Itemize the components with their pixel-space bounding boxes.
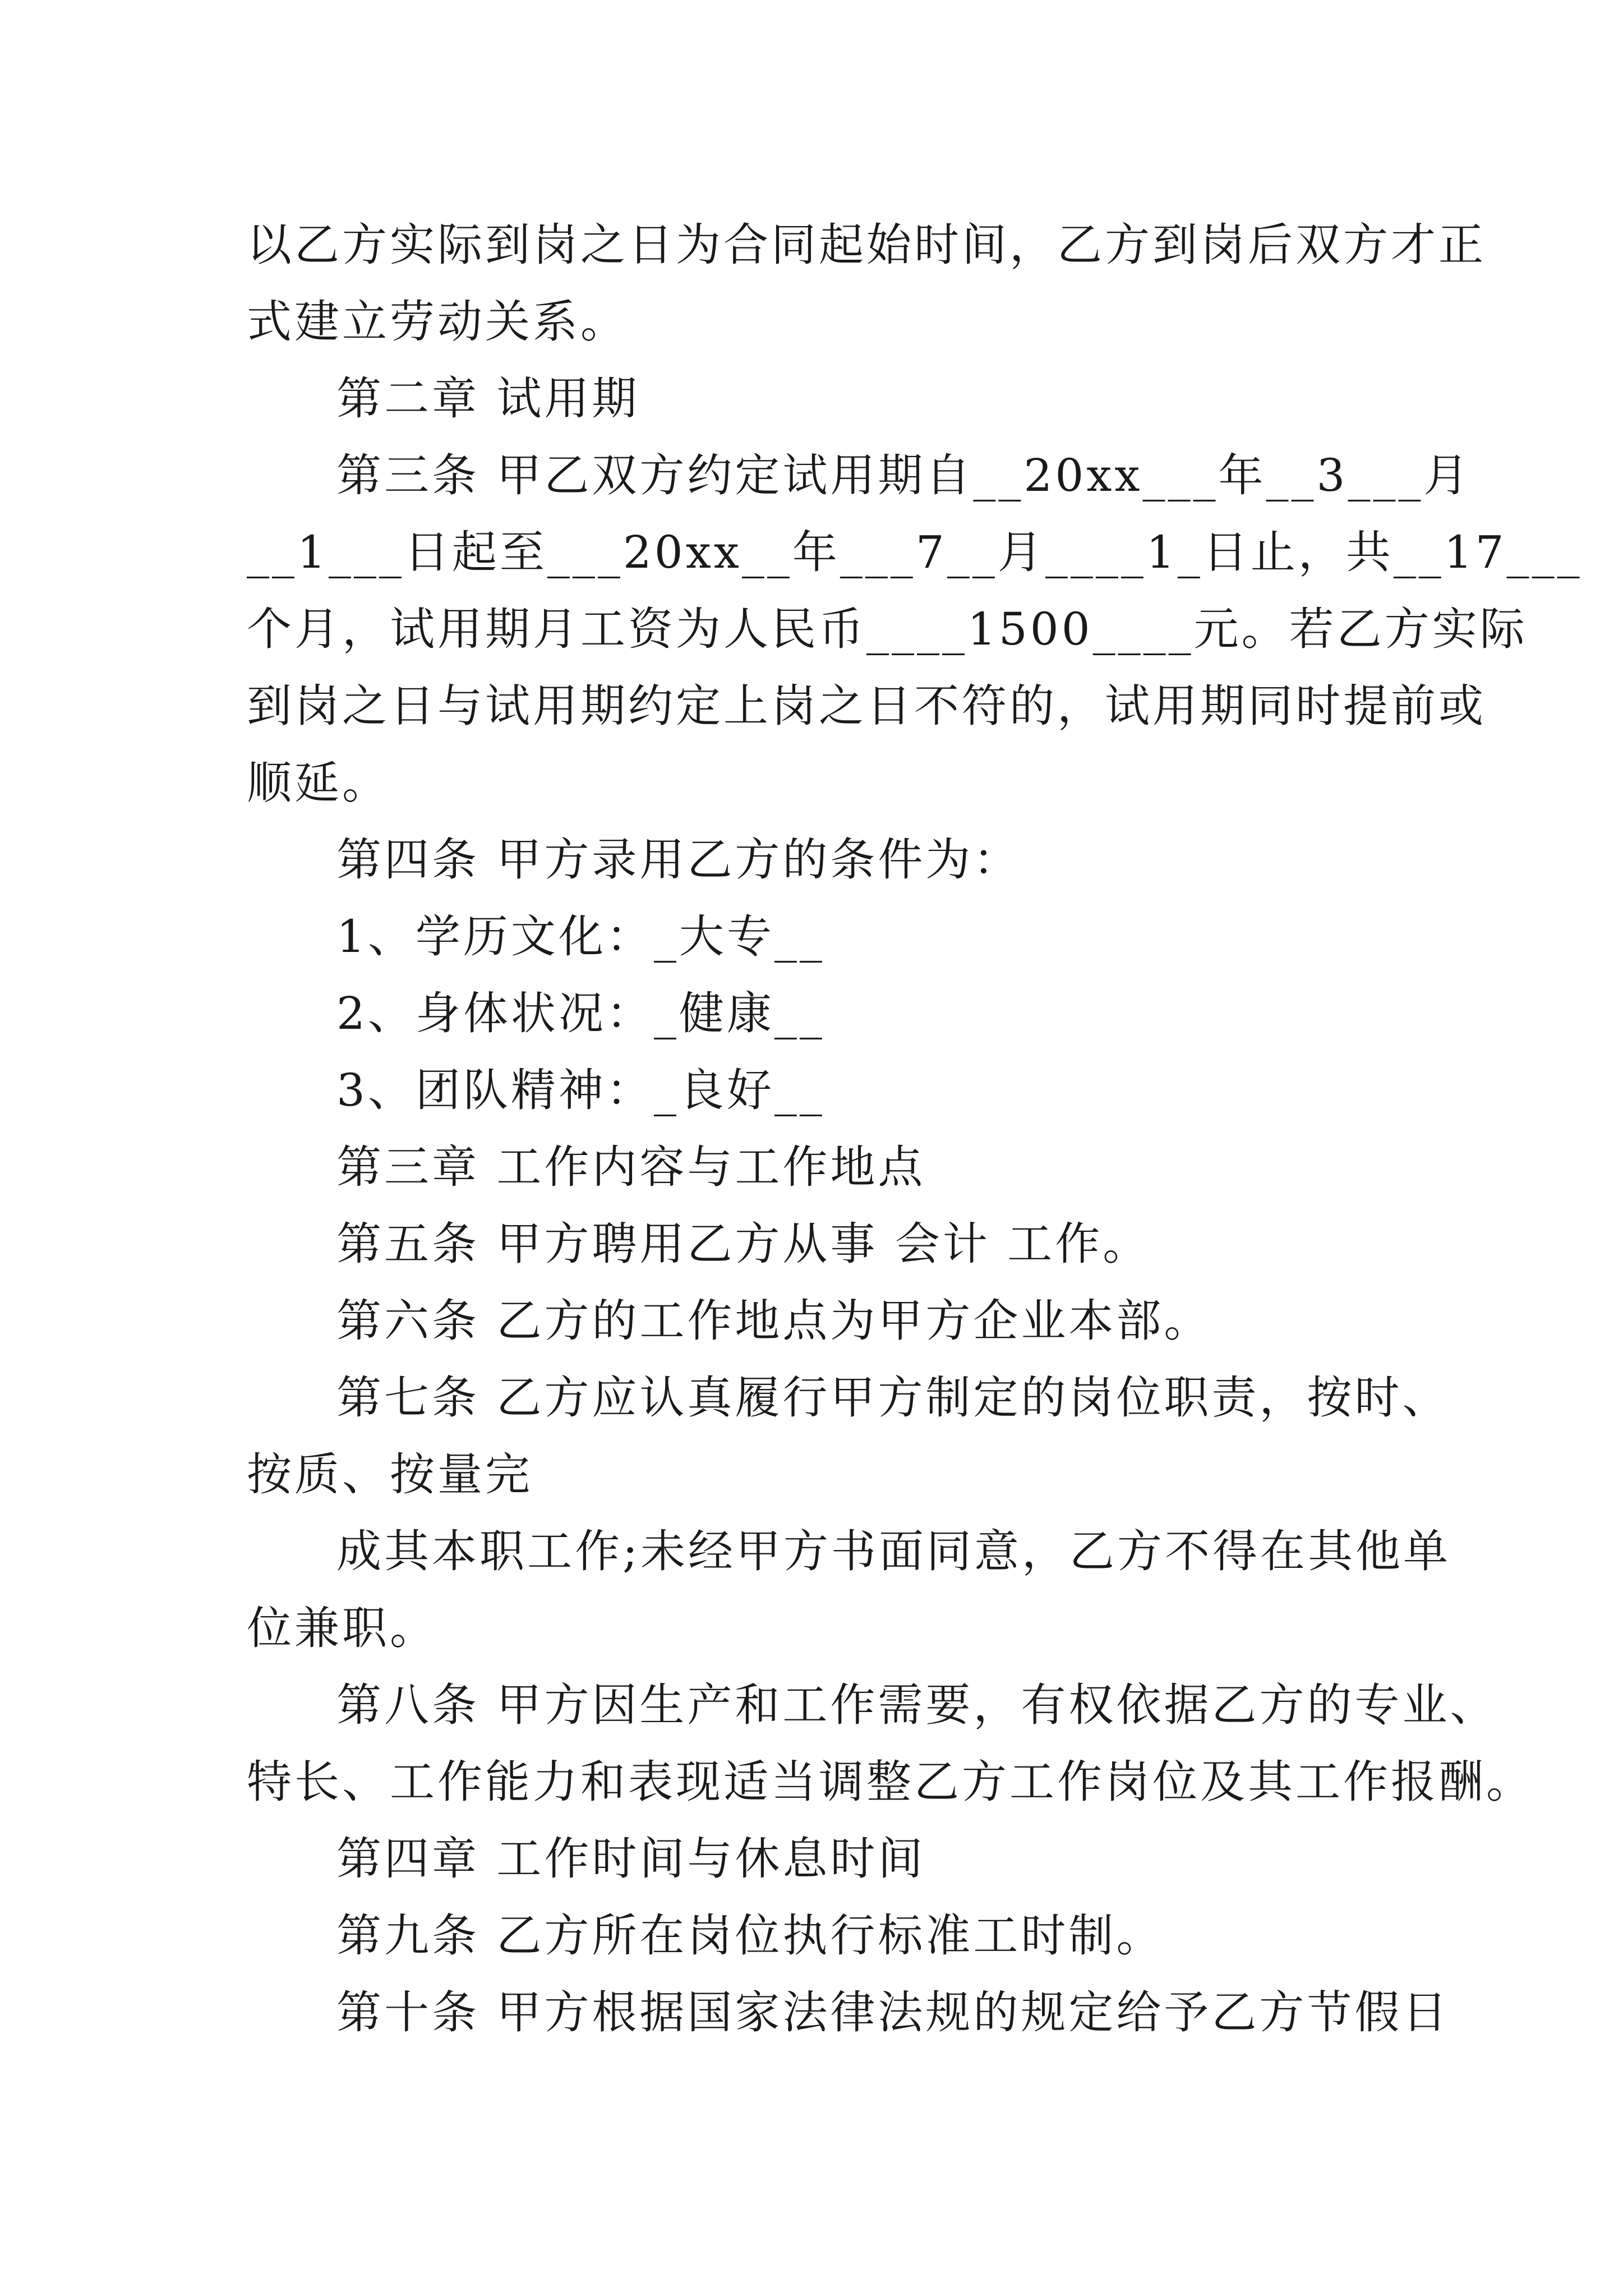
text-line: 第十条 甲方根据国家法律法规的规定给予乙方节假日 <box>336 1986 1450 2039</box>
text-line: 第五条 甲方聘用乙方从事 会计 工作。 <box>336 1218 1151 1270</box>
chapter-heading: 第四章 工作时间与休息时间 <box>336 1833 926 1885</box>
text-line: 式建立劳动关系。 <box>247 296 628 348</box>
text-line: 按质、按量完 <box>247 1448 533 1501</box>
text-line: 第九条 乙方所在岗位执行标准工时制。 <box>336 1910 1164 1962</box>
text-line: 第三条 甲乙双方约定试用期自__20xx___年__3___月 <box>336 449 1472 501</box>
text-line: 位兼职。 <box>247 1602 437 1654</box>
chapter-heading: 第三章 工作内容与工作地点 <box>336 1141 926 1193</box>
text-line: 第四条 甲方录用乙方的条件为： <box>336 834 1021 886</box>
text-line: 顺延。 <box>247 757 390 809</box>
text-line: __1___日起至___20xx__年___7__月____1_日止，共__17___ <box>247 526 1583 578</box>
document-body <box>247 206 1583 2051</box>
text-line: 第六条 乙方的工作地点为甲方企业本部。 <box>336 1295 1212 1347</box>
list-item: 2、身体状况：_健康__ <box>336 987 825 1039</box>
text-line: 个月，试用期月工资为人民币____1500____元。若乙方实际 <box>247 603 1528 655</box>
text-line: 以乙方实际到岗之日为合同起始时间，乙方到岗后双方才正 <box>247 219 1486 271</box>
text-line: 到岗之日与试用期约定上岗之日不符的，试用期同时提前或 <box>247 680 1486 732</box>
text-line: 成其本职工作;未经甲方书面同意，乙方不得在其他单 <box>336 1525 1451 1577</box>
text-line: 第七条 乙方应认真履行甲方制定的岗位职责，按时、 <box>336 1372 1450 1424</box>
text-line: 第八条 甲方因生产和工作需要，有权依据乙方的专业、 <box>336 1679 1498 1731</box>
text-line: 特长、工作能力和表现适当调整乙方工作岗位及其工作报酬。 <box>247 1756 1534 1808</box>
list-item: 1、学历文化：_大专__ <box>336 910 825 963</box>
list-item: 3、团队精神：_良好__ <box>336 1064 825 1116</box>
chapter-heading: 第二章 试用期 <box>336 372 640 425</box>
